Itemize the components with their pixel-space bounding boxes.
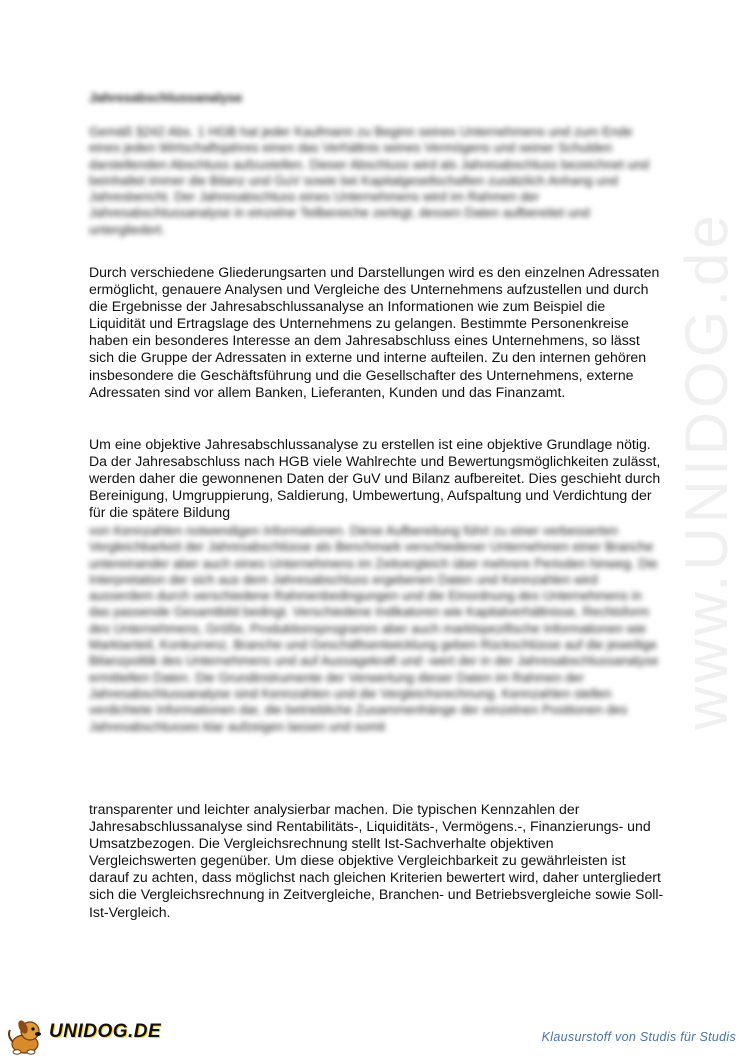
paragraph-kennzahlen: transparenter und leichter analysierbar machen. Die typischen Kennzahlen der Jahresabschlussanalyse sind Rentabilitäts-, Liquiditäts-, Vermögens.-, Finanzierungs- und Umsatzbezogen. Die Vergleichsrechnung stellt Ist-Sachverhalte objektiven Vergleichswerten gegenüber. Um diese objektive Vergleichbarkeit zu gewährleisten ist darauf zu achten, dass möglichst nach gleichen Kriterien bewertert wird, daher untergliedert sich die Vergleichsrechnung in Zeitvergleiche, Branchen- und Betriebsvergleiche sowie Soll-Ist-Vergleich. [89,801,664,920]
footer-tagline: Klausurstoff von Studis für Studis [541,1030,736,1044]
paragraph-grundlage: Um eine objektive Jahresabschlussanalyse zu erstellen ist eine objektive Grundlage nötig. Da der Jahresabschluss nach HGB viele Wahlrechte und Bewertungsmöglichkeiten zulässt, werden daher die gewonnenen Daten der GuV und Bilanz aufbereitet. Dies geschieht durch Bereinigung, Umgruppierung, Saldierung, Umbewertung, Aufspaltung und Verdichtung der für die spätere Bildung [89,436,661,521]
unidog-logo [5,1014,162,1056]
watermark-text: www.UNIDOG.de [673,211,740,730]
paragraph-adressaten: Durch verschiedene Gliederungsarten und Darstellungen wird es den einzelnen Adressaten ermöglicht, genauere Analysen und Vergleiche des Unternehmens aufzustellen und durch die Ergebnisse der Jahresabschlussanalyse an Informationen wie zum Beispiel die Liquidität und Ertragslage des Unternehmens zu gelangen. Bestimmte Personenkreise haben ein besonderes Interesse an dem Jahresabschluss eines Unternehmens, so lässt sich die Gruppe der Adressaten in externe und interne aufteilen. Zu den internen gehören insbesondere die Geschäftsführung und die Gesellschafter des Unternehmens, externe Adressaten sind vor allem Banken, Lieferanten, Kunden und das Finanzamt. [89,264,660,400]
document-title: Jahresabschlussanalyse [89,90,243,105]
blurred-middle-text: von Kennzahlen notwendigen Informationen. Diese Aufbereitung führt zu einer verbesserten Vergleichbarkeit der Jahresabschlüsse als Benchmark verschiedener Unternehmen einer Branche untereinander aber auch eines Unternehmens im Zeitvergleich über mehrere Perioden hinweg. Die Interpretation der sich aus dem Jahresabschluss ergebenen Daten und Kennzahlen wird ausserdem durch verschiedene Rahmenbedingungen und die Einordnung des Unternehmens in das passende Gesamtbild bedingt. Verschiedene Indikatoren wie Kapitalverhältnisse, Rechtsform des Unternehmens, Größe, Produktionsprogramm aber auch marktspezifische Informationen wie Marktanteil, Konkurrenz, Branche und Geschäftsentwicklung geben Rückschlüsse auf die jeweilige Bilanzpolitik des Unternehmens und auf Aussagekraft und -wert der in der Jahresabschlussanalyse ermittelten Daten. Die Grundinstrumente der Verwertung dieser Daten im Rahmen der Jahresabschlussanalyse sind Kennzahlen und die Vergleichsrechnung. Kennzahlen stellen verdichtete Informationen dar, die betriebliche Zusammenhänge der einzelnen Positionen des Jahresabschlusses klar aufzeigen lassen und somit [89,523,659,734]
blurred-intro-text: Gemäß §242 Abs. 1 HGB hat jeder Kaufmann zu Beginn seines Unternehmens und zum Ende eines jeden Wirtschaftsjahres einen das Verhältnis seines Vermögens und seiner Schulden darstellenden Abschluss aufzustellen. Dieser Abschluss wird als Jahresabschluss bezeichnet und beinhaltet immer die Bilanz und GuV sowie bei Kapitalgesellschaften zusätzlich Anhang und Jahresbericht. Der Jahresabschluss eines Unternehmens wird im Rahmen der Jahresabschlussanalyse in einzelne Teilbereiche zerlegt, dessen Daten aufbereitet und untergliedert. [89,124,650,237]
dog-mascot-icon [5,1014,51,1056]
logo-wordmark: UNIDOG.DE [49,1021,162,1042]
